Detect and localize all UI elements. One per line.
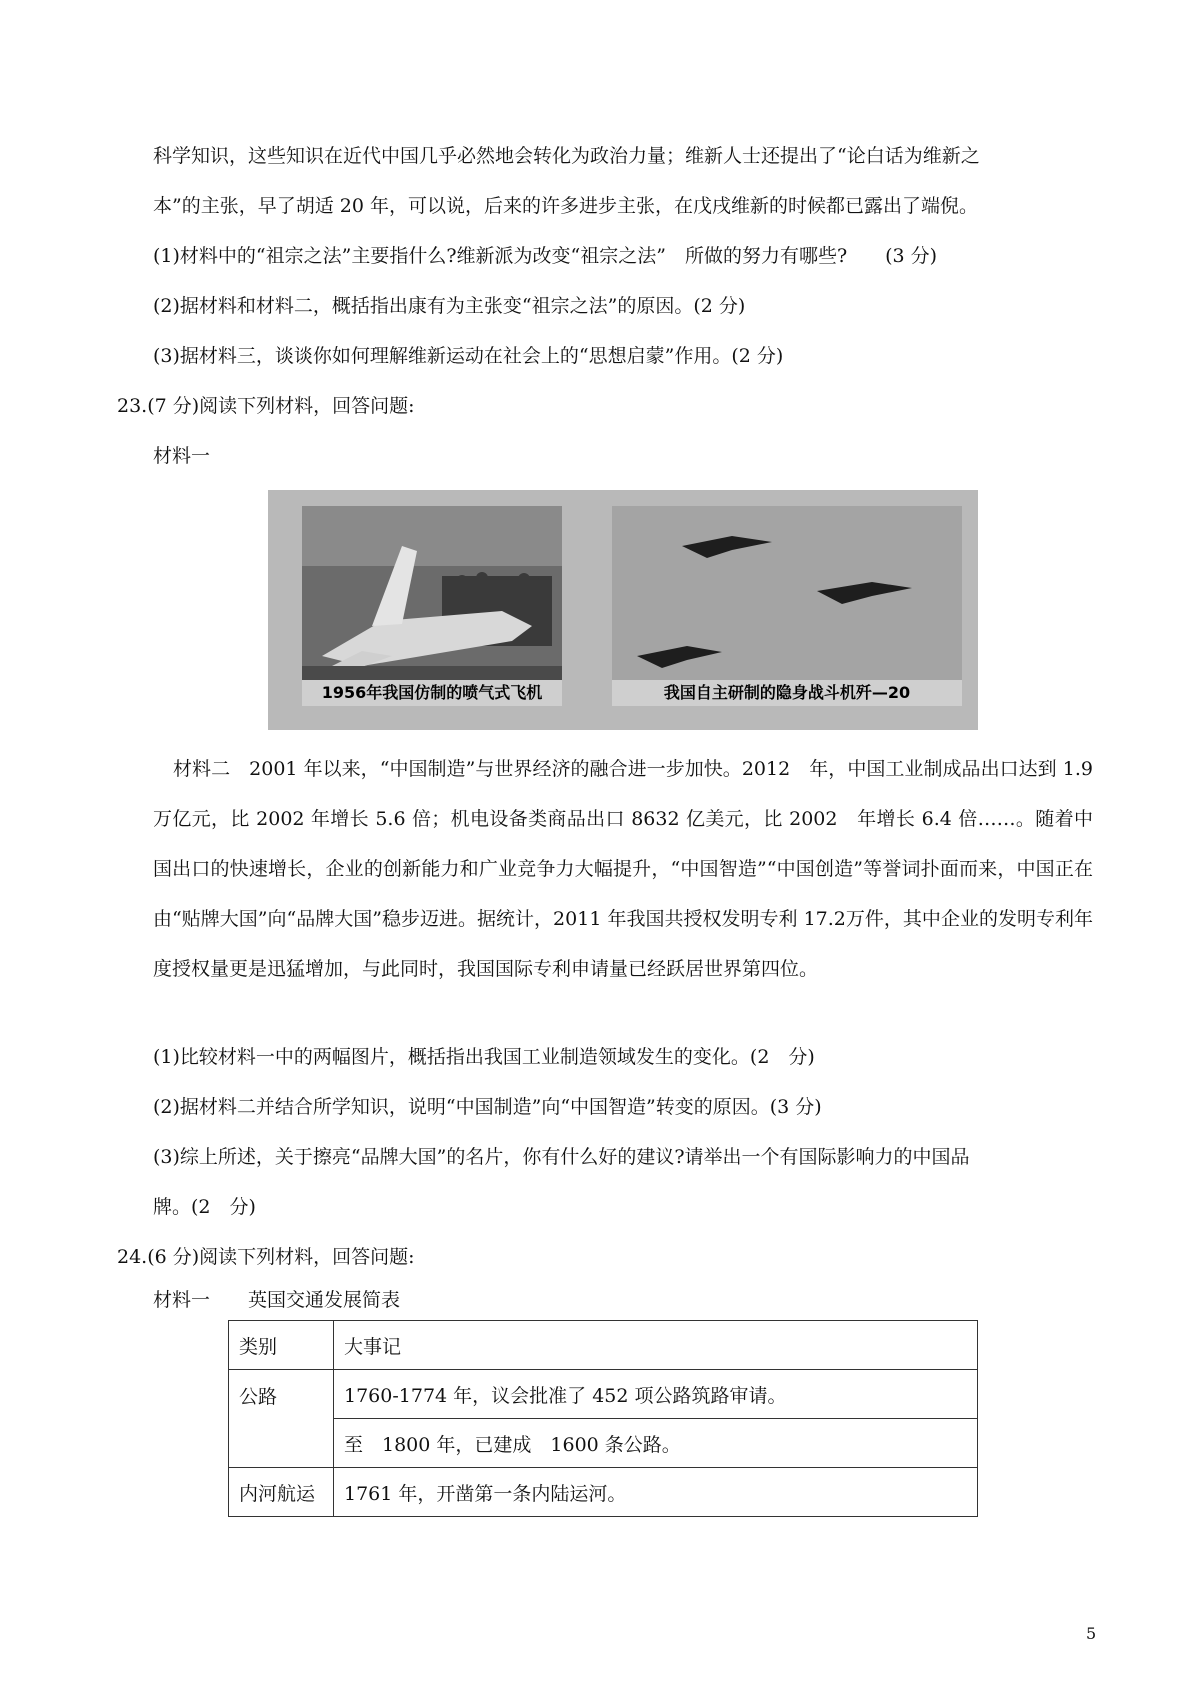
j20-caption: 我国自主研制的隐身战斗机歼—20 [612,680,962,706]
page-number: 5 [1086,1624,1097,1643]
table-row [229,1370,978,1419]
q23-heading: 23.(7 分)阅读下列材料，回答问题: [117,395,415,417]
q24-heading: 24.(6 分)阅读下列材料，回答问题: [117,1246,415,1268]
table-river-row: 1761 年，开凿第一条内陆运河。 [334,1468,978,1517]
q22-question-1: (1)材料中的“祖宗之法”主要指什么?维新派为改变“祖宗之法” 所做的努力有哪些? (3 分) [153,245,938,267]
jet-1956-photo [302,506,562,706]
q23-material2: 材料二 2001 年以来，“中国制造”与世界经济的融合进一步加快。2012 年，中国工业制成品出口达到 1.9 万亿元，比 2002 年增长 5.6 倍；机电设备类商品出口 8632 亿美元，比 2002 年增长 6.4 倍……。随着中国出口的快速增长，企业的创新能力和广业竞争力大幅提升，“中国智造”“中国创造”等誉词扑面而来，中国正在由“贴牌大国”向“品牌大国”稳步迈进。据统计，2011 年我国共授权发明专利 17.2万件，其中企业的发明专利年度授权量更是迅猛增加，与此同时，我国国际专利申请量已经跃居世界第四位。 [153,758,1093,980]
table-header-category: 类别 [229,1321,334,1370]
transport-table [228,1320,978,1517]
q23-question-3: (3)综上所述，关于擦亮“品牌大国”的名片，你有什么好的建议?请举出一个有国际影响力的中国品 [153,1146,970,1168]
q23-question-2: (2)据材料二并结合所学知识，说明“中国制造”向“中国智造”转变的原因。(3 分) [153,1096,822,1118]
jet-1956-image [302,506,562,706]
q23-material1-label: 材料一 [153,445,211,467]
intro-line-2: 本”的主张，早了胡适 20 年，可以说，后来的许多进步主张，在戊戌维新的时候都已露出了端倪。 [153,195,978,217]
q22-question-3: (3)据材料三，谈谈你如何理解维新运动在社会上的“思想启蒙”作用。(2 分) [153,345,784,367]
table-road-row-1: 1760-1774 年，议会批准了 452 项公路筑路审请。 [334,1370,978,1419]
table-road-label: 公路 [229,1370,334,1468]
table-row [229,1468,978,1517]
q23-question-3-cont: 牌。(2 分) [153,1196,256,1218]
q23-question-1: (1)比较材料一中的两幅图片，概括指出我国工业制造领域发生的变化。(2 分) [153,1046,815,1068]
intro-line-1: 科学知识，这些知识在近代中国几乎必然地会转化为政治力量；维新人士还提出了“论白话为维新之 [153,145,980,167]
table-header-row [229,1321,978,1370]
table-road-row-2: 至 1800 年，已建成 1600 条公路。 [334,1419,978,1468]
q22-question-2: (2)据材料和材料二，概括指出康有为主张变“祖宗之法”的原因。(2 分) [153,295,746,317]
material1-photos [268,490,978,730]
table-row [229,1419,978,1468]
q24-material1-label: 材料一 英国交通发展简表 [153,1289,401,1311]
jet-1956-caption: 1956年我国仿制的喷气式飞机 [302,680,562,706]
j20-image [612,506,962,706]
table-header-events: 大事记 [334,1321,978,1370]
table-river-label: 内河航运 [229,1468,334,1517]
j20-photo [612,506,962,706]
